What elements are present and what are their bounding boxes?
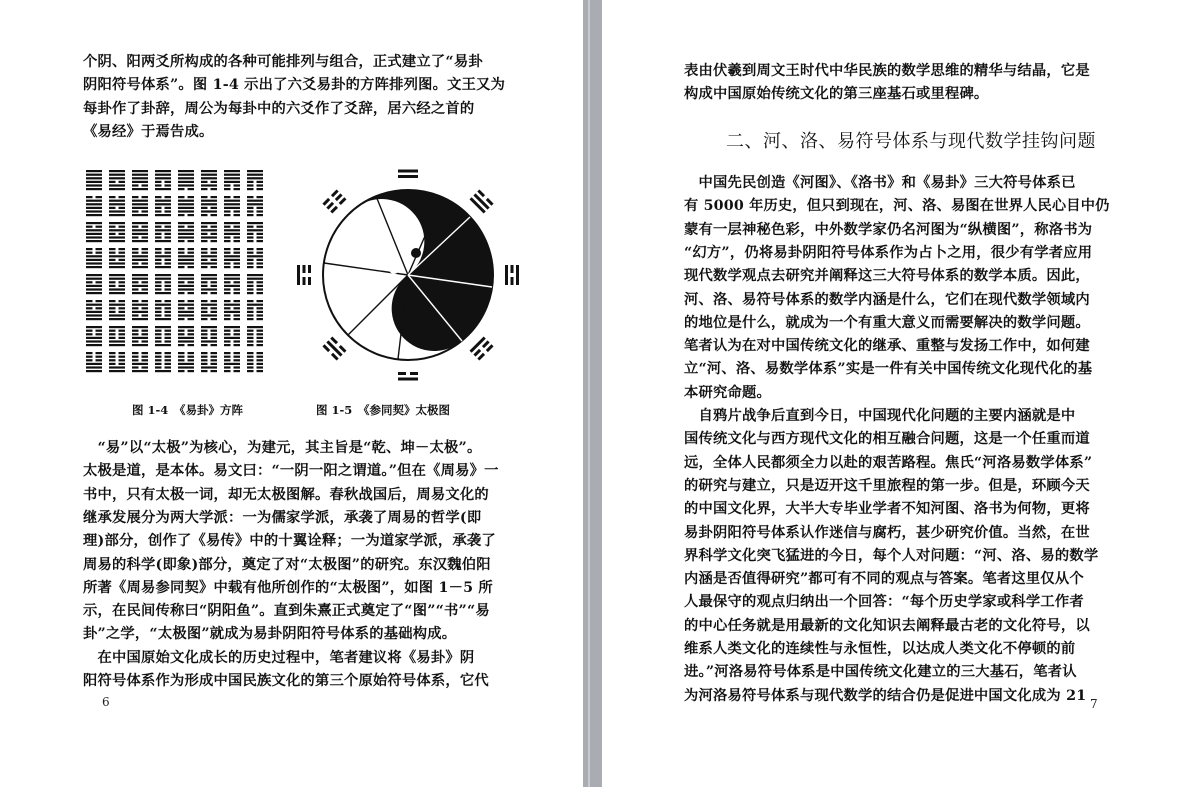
hexagram <box>109 274 125 294</box>
text-line: 太极是道，是本体。易文曰：“一阴一阳之谓道。”但在《周易》一 <box>83 463 499 480</box>
hexagram <box>178 352 194 372</box>
hexagram <box>178 326 194 346</box>
hexagram <box>224 170 240 190</box>
text-line: 个阴、阳两爻所构成的各种可能排列与组合，正式建立了“易卦 <box>83 54 483 70</box>
text-line: 理)部分，创作了《易传》中的十翼诠释；一为道家学派，承袭了 <box>83 533 496 550</box>
text-line: 阴阳符号体系”。图 1-4 示出了六爻易卦的方阵排列图。文王又为 <box>83 77 506 94</box>
hexagram <box>224 300 240 320</box>
hexagram <box>86 170 102 190</box>
text-line: “幻方”，仍将易卦阴阳符号体系作为占卜之用，很少有学者应用 <box>684 244 1093 261</box>
hexagram <box>247 222 263 242</box>
hexagram <box>224 222 240 242</box>
hexagram <box>132 326 148 346</box>
hexagram <box>155 352 171 372</box>
hexagram <box>224 248 240 268</box>
text-line: 示，在民间传称曰“阴阳鱼”。直到朱熹正式奠定了“图”“书”“易 <box>83 603 490 620</box>
hexagram <box>224 326 240 346</box>
page-gutter <box>588 0 590 787</box>
text-line: “易”以“太极”为核心，为建元，其主旨是“乾、坤－太极”。 <box>83 440 482 456</box>
hexagram <box>201 248 217 268</box>
right-page <box>602 0 1181 787</box>
trigram <box>297 265 311 285</box>
hexagram <box>155 248 171 268</box>
hexagram <box>86 196 102 216</box>
text-line: 自鸦片战争后直到今日，中国现代化问题的主要内涵就是中 <box>684 408 1076 424</box>
hexagram <box>201 196 217 216</box>
hexagram <box>201 170 217 190</box>
text-line: 人最保守的观点归纳出一个回答：“每个历史学家或科学工作者 <box>684 594 1084 611</box>
hexagram <box>155 274 171 294</box>
hexagram <box>224 196 240 216</box>
hexagram <box>132 300 148 320</box>
trigram <box>398 372 418 383</box>
hexagram <box>247 248 263 268</box>
text-line: 远，全体人民都须全力以赴的艰苦路程。焦氏“河洛易数学体系” <box>684 454 1093 471</box>
hexagram-square-figure <box>86 170 271 380</box>
hexagram <box>132 352 148 372</box>
hexagram <box>155 222 171 242</box>
text-line: 为河洛易符号体系与现代数学的结合仍是促进中国文化成为 21 <box>684 687 1087 704</box>
hexagram <box>247 196 263 216</box>
text-line: 的研究与建立，只是迈开这千里旅程的第一步。但是，环顾今天 <box>684 477 1090 494</box>
hexagram <box>224 352 240 372</box>
hexagram <box>247 274 263 294</box>
text-line: 书中，只有太极一词，却无太极图解。春秋战国后，周易文化的 <box>83 486 489 503</box>
hexagram <box>155 170 171 190</box>
hexagram <box>132 248 148 268</box>
hexagram <box>178 248 194 268</box>
text-line: 阳符号体系作为形成中国民族文化的第三个原始符号体系，它代 <box>83 673 489 689</box>
hexagram <box>86 222 102 242</box>
hexagram <box>178 170 194 190</box>
hexagram <box>109 170 125 190</box>
hexagram <box>201 352 217 372</box>
trigram <box>322 189 346 213</box>
hexagram <box>109 300 125 320</box>
hexagram <box>155 326 171 346</box>
hexagram <box>201 300 217 320</box>
text-line: 构成中国原始传统文化的第三座基石或里程碑。 <box>684 86 989 103</box>
text-line: 有 5000 年历史，但只到现在，河、洛、易图在世界人民心目中仍 <box>684 198 1110 215</box>
figure-1-4-caption: 图 1-4 《易卦》方阵 <box>132 403 244 417</box>
trigram <box>322 337 346 361</box>
hexagram <box>247 170 263 190</box>
text-line: 所著《周易参同契》中载有他所创作的“太极图”，如图 1－5 所 <box>83 579 493 596</box>
hexagram <box>247 352 263 372</box>
hexagram <box>109 248 125 268</box>
text-line: 立“河、洛、易数学体系”实是一件有关中国传统文化现代化的基 <box>684 361 1093 378</box>
trigram <box>505 265 519 285</box>
text-line: 内涵是否值得研究”都可有不同的观点与答案。笔者这里仅从个 <box>684 571 1084 588</box>
hexagram <box>109 326 125 346</box>
left-page <box>0 0 583 787</box>
hexagram <box>132 274 148 294</box>
hexagram <box>86 274 102 294</box>
text-line: 界科学文化突飞猛进的今日，每个人对问题：“河、洛、易的数学 <box>684 547 1099 564</box>
hexagram <box>224 274 240 294</box>
text-line: 每卦作了卦辞，周公为每卦中的六爻作了爻辞，居六经之首的 <box>83 100 475 117</box>
text-line: 继承发展分为两大学派：一为儒家学派，承袭了周易的哲学(即 <box>83 509 482 526</box>
text-line: 维系人类文化的连续性与永恒性，以达成人类文化不停顿的前 <box>684 641 1076 657</box>
trigram <box>470 189 494 213</box>
hexagram <box>247 300 263 320</box>
text-line: 笔者认为在对中国传统文化的继承、重整与发扬工作中，如何建 <box>684 338 1090 355</box>
hexagram <box>178 196 194 216</box>
text-line: 表由伏羲到周文王时代中华民族的数学思维的精华与结晶，它是 <box>684 63 1090 79</box>
hexagram <box>86 352 102 372</box>
text-line: 《易经》于焉告成。 <box>83 123 214 140</box>
hexagram <box>201 222 217 242</box>
hexagram <box>109 222 125 242</box>
hexagram <box>109 352 125 372</box>
hexagram <box>86 300 102 320</box>
hexagram <box>132 196 148 216</box>
figure-1-5-caption: 图 1-5 《参同契》太极图 <box>316 403 451 417</box>
hexagram <box>86 248 102 268</box>
text-line: 周易的科学(即象)部分，奠定了对“太极图”的研究。东汉魏伯阳 <box>83 556 491 573</box>
hexagram <box>132 222 148 242</box>
hexagram <box>178 222 194 242</box>
hexagram <box>155 196 171 216</box>
text-line: 中国先民创造《河图》、《洛书》和《易卦》三大符号体系已 <box>684 175 1076 191</box>
section-heading: 二、河、洛、易符号体系与现代数学挂钩问题 <box>726 131 1096 152</box>
text-line: 现代数学观点去研究并阐释这三大符号体系的数学本质。因此， <box>684 268 1090 285</box>
hexagram <box>247 326 263 346</box>
hexagram <box>178 300 194 320</box>
page-number-right: 7 <box>1090 697 1098 711</box>
text-line: 的中心任务就是用最新的文化知识去阐释最古老的文化符号，以 <box>684 617 1090 634</box>
trigram <box>398 168 418 178</box>
text-line: 国传统文化与西方现代文化的相互融合问题，这是一个任重而道 <box>684 431 1090 448</box>
page-number-left: 6 <box>102 695 110 709</box>
text-line: 的中国文化界，大半大专毕业学者不知河图、洛书为何物，更将 <box>684 501 1090 518</box>
text-line: 的地位是什么，就成为一个有重大意义而需要解决的数学问题。 <box>684 314 1090 331</box>
text-line: 易卦阴阳符号体系认作迷信与腐朽，甚少研究价值。当然，在世 <box>684 524 1090 541</box>
text-line: 在中国原始文化成长的历史过程中，笔者建议将《易卦》阴 <box>83 649 475 666</box>
taiji-diagram-figure <box>290 168 525 383</box>
text-line: 蒙有一层神秘色彩，中外数学家仍名河图为“纵横图”，称洛书为 <box>684 221 1093 238</box>
text-line: 进。”河洛易符号体系是中国传统文化建立的三大基石，笔者认 <box>684 664 1077 681</box>
text-line: 本研究命题。 <box>684 384 771 401</box>
text-line: 河、洛、易符号体系的数学内涵是什么，它们在现代数学领域内 <box>684 291 1090 308</box>
hexagram <box>155 300 171 320</box>
hexagram <box>201 274 217 294</box>
hexagram <box>178 274 194 294</box>
hexagram <box>109 196 125 216</box>
hexagram <box>201 326 217 346</box>
text-line: 卦”之学，“太极图”就成为易卦阴阳符号体系的基础构成。 <box>83 626 457 643</box>
trigram <box>470 337 494 361</box>
hexagram <box>132 170 148 190</box>
hexagram <box>86 326 102 346</box>
